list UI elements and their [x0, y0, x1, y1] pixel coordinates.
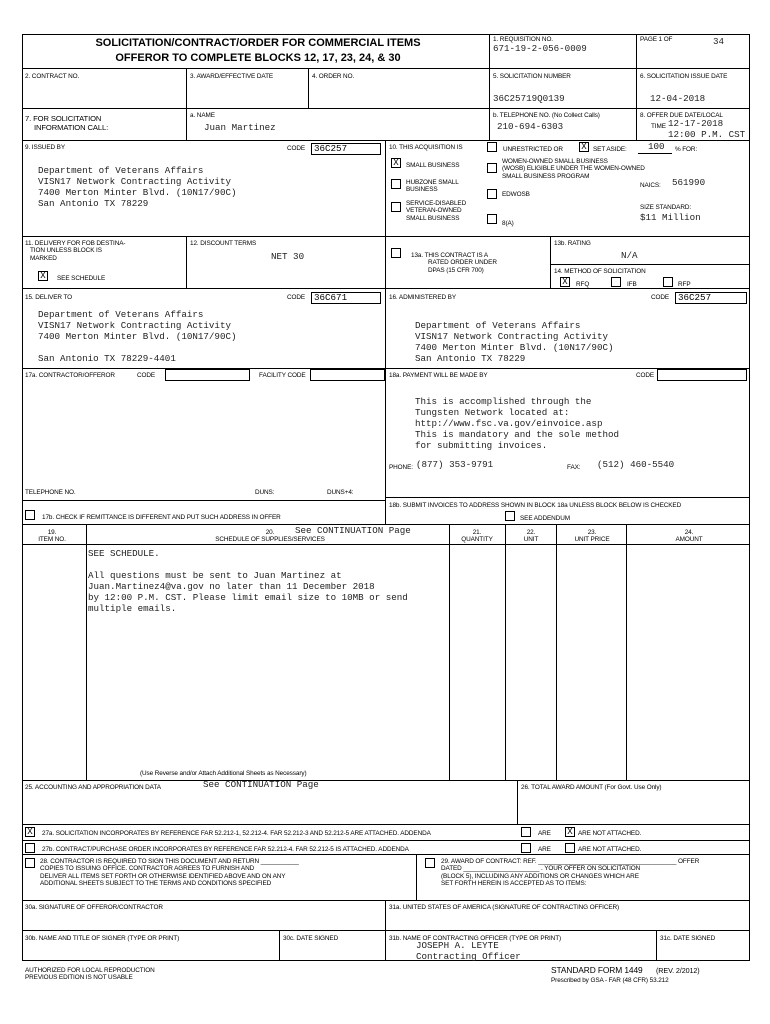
- col-supplies: 20. SCHEDULE OF SUPPLIES/SERVICES: [215, 529, 325, 544]
- contact-phone[interactable]: 210-694-6303: [497, 121, 564, 132]
- rfp-label: RFP: [678, 281, 691, 288]
- clause-29: 29. AWARD OF CONTRACT: REF. ________________________________________ OFFER DATED ______________________ . YOUR OFFER ON SOLICITATION (BLOCK 5), INCLUDING ANY ADDITIONS OR CHANGES WHICH ARE SET FORTH HEREIN IS ACCEPTED AS TO ITEMS:: [441, 858, 700, 888]
- duns-label: DUNS:: [255, 489, 275, 496]
- divider: [22, 500, 385, 501]
- remittance-checkbox[interactable]: [25, 510, 35, 520]
- edwosb-label: EDWOSB: [502, 191, 530, 198]
- administered-by-address: Department of Veterans Affairs VISN17 Network Contracting Activity 7400 Merton Minter Blvd. (10N17/90C) San Antonio TX 78229: [415, 320, 614, 364]
- divider: [86, 524, 87, 780]
- deliver-to-code[interactable]: 36C671: [311, 292, 381, 304]
- divider: [279, 930, 280, 961]
- rfq-label: RFQ: [576, 281, 590, 288]
- officer-name: JOSEPH A. LEYTE: [416, 940, 499, 951]
- sdvosb-checkbox[interactable]: [391, 202, 401, 212]
- divider: [22, 68, 750, 69]
- divider: [22, 840, 750, 841]
- payment-phone-label: PHONE:: [389, 464, 413, 471]
- hubzone-label: HUBZONE SMALL BUSINESS: [406, 179, 459, 194]
- small-business-checkbox[interactable]: X: [391, 158, 401, 168]
- payment-fax[interactable]: (512) 460-5540: [597, 459, 675, 470]
- divider: [22, 824, 750, 825]
- divider: [489, 108, 750, 109]
- divider: [489, 34, 490, 68]
- signer-30b-label: 30b. NAME AND TITLE OF SIGNER (TYPE OR PRINT): [25, 935, 180, 942]
- clause-27b-are: ARE: [538, 846, 551, 853]
- issued-by-code-label: CODE: [287, 145, 306, 152]
- contractor-code-field[interactable]: [165, 369, 250, 381]
- time-label: TIME: [651, 123, 666, 130]
- divider: [489, 68, 490, 140]
- accounting-value: See CONTINUATION Page: [203, 779, 319, 790]
- officer-31b-label: 31b. NAME OF CONTRACTING OFFICER (TYPE OR PRINT): [389, 935, 562, 942]
- addendum-label: SEE ADDENDUM: [520, 515, 570, 522]
- contractor-code-label: CODE: [137, 372, 156, 379]
- eight-a-label: 8(A): [502, 220, 514, 227]
- requisition-label: 1. REQUISITION NO.: [493, 36, 553, 43]
- edwosb-checkbox[interactable]: [487, 189, 497, 199]
- payment-instructions: This is accomplished through the Tungsten Network located at: http://www.fsc.va.gov/einvoice.asp This is mandatory and the sole method for submitting invoices.: [415, 396, 619, 451]
- form-title: [30, 36, 486, 66]
- set-aside-checkbox[interactable]: X: [579, 142, 589, 152]
- facility-code-field[interactable]: [310, 369, 385, 381]
- divider: [22, 288, 750, 289]
- divider: [22, 900, 750, 901]
- wosb-label: WOMEN-OWNED SMALL BUSINESS (WOSB) ELIGIBLE UNDER THE WOMEN-OWNED SMALL BUSINESS PROGRAM: [502, 158, 645, 180]
- rating-value[interactable]: N/A: [621, 250, 638, 261]
- requisition-value[interactable]: 671-19-2-056-0009: [493, 43, 587, 54]
- total-award-label: 26. TOTAL AWARD AMOUNT (For Govt. Use Only): [521, 784, 662, 791]
- administered-by-label: 16. ADMINISTERED BY: [389, 294, 456, 301]
- rated-order-checkbox[interactable]: [391, 248, 401, 258]
- col-quantity: 21. QUANTITY: [461, 529, 493, 544]
- telephone-label: TELEPHONE NO.: [25, 489, 76, 496]
- due-date-label: 8. OFFER DUE DATE/LOCAL: [640, 112, 723, 119]
- divider: [186, 236, 187, 288]
- issued-by-code[interactable]: 36C257: [311, 143, 381, 155]
- col-unit: 22. UNIT: [523, 529, 539, 544]
- issue-date-label: 6. SOLICITATION ISSUE DATE: [640, 73, 728, 80]
- naics-label: NAICS:: [640, 182, 661, 189]
- divider: [385, 368, 386, 524]
- divider: [22, 854, 750, 855]
- solicitation-no-label: 5. SOLICITATION NUMBER: [493, 73, 571, 80]
- schedule-body: SEE SCHEDULE. All questions must be sent to Juan Martinez at Juan.Martinez4@va.gov no later than 11 December 2018 by 12:00 P.M. CST. Please limit email size to 10MB or send multiple emails.: [88, 548, 408, 614]
- clause-27a-are-checkbox[interactable]: [521, 827, 531, 837]
- form-number: STANDARD FORM 1449: [551, 965, 643, 975]
- payment-label: 18a. PAYMENT WILL BE MADE BY: [389, 372, 488, 379]
- divider: [505, 524, 506, 780]
- schedule-continuation-note: See CONTINUATION Page: [295, 525, 411, 536]
- fob-label: 11. DELIVERY FOR FOB DESTINA- TION UNLESS BLOCK IS MARKED: [25, 240, 126, 262]
- divider: [517, 780, 518, 824]
- ifb-label: IFB: [627, 281, 637, 288]
- divider: [550, 236, 551, 288]
- size-standard-label: SIZE STANDARD:: [640, 204, 692, 211]
- divider: [22, 368, 750, 369]
- form-prescribed: Prescribed by GSA - FAR (48 CFR) 53.212: [551, 977, 669, 984]
- award-date-label: 3. AWARD/EFFECTIVE DATE: [190, 73, 274, 80]
- accounting-label: 25. ACCOUNTING AND APPROPRIATION DATA: [25, 784, 161, 791]
- unrestricted-checkbox[interactable]: [487, 142, 497, 152]
- discount-terms-label: 12. DISCOUNT TERMS: [190, 240, 257, 247]
- divider: [186, 68, 187, 108]
- payment-fax-label: FAX:: [567, 464, 581, 471]
- clause-27a-are-not-checkbox[interactable]: X: [565, 827, 575, 837]
- acquisition-label: 10. THIS ACQUISITION IS: [389, 144, 463, 151]
- divider: [385, 497, 750, 498]
- footer-authorization: AUTHORIZED FOR LOCAL REPRODUCTION PREVIOUS EDITION IS NOT USABLE: [25, 967, 155, 982]
- remittance-label: 17b. CHECK IF REMITTANCE IS DIFFERENT AND PUT SUCH ADDRESS IN OFFER: [42, 514, 281, 521]
- divider: [636, 34, 637, 68]
- see-schedule-checkbox[interactable]: X: [38, 271, 48, 281]
- name-label: a. NAME: [190, 112, 215, 119]
- form-title-line1: SOLICITATION/CONTRACT/ORDER FOR COMMERCIAL ITEMS: [95, 37, 421, 49]
- col-amount: 24. AMOUNT: [675, 529, 703, 544]
- administered-by-code[interactable]: 36C257: [675, 292, 747, 304]
- divider: [22, 780, 750, 781]
- unrestricted-label: UNRESTRICTED OR: [503, 146, 563, 153]
- page-total: 34: [713, 36, 725, 47]
- facility-code-label: FACILITY CODE: [259, 372, 306, 379]
- naics-value[interactable]: 561990: [672, 177, 706, 188]
- solicitation-no-value[interactable]: 36C25719Q0139: [493, 93, 565, 104]
- clause-28-checkbox[interactable]: [25, 858, 35, 868]
- form-title-line2: OFFEROR TO COMPLETE BLOCKS 12, 17, 23, 24, & 30: [115, 51, 401, 64]
- see-schedule-label: SEE SCHEDULE: [57, 275, 106, 282]
- clause-29-checkbox[interactable]: [425, 858, 435, 868]
- reverse-note: (Use Reverse and/or Attach Additional Sheets as Necessary): [140, 770, 307, 777]
- divider: [385, 288, 386, 368]
- sdvosb-label: SERVICE-DISABLED VETERAN-OWNED SMALL BUSINESS: [406, 200, 467, 222]
- clause-28: 28. CONTRACTOR IS REQUIRED TO SIGN THIS DOCUMENT AND RETURN ___________ COPIES TO ISSUING OFFICE. CONTRACTOR AGREES TO FURNISH AND DELIVER ALL ITEMS SET FORTH OR OTHERWISE IDENTIFIED ABOVE AND ON ANY ADDITIONAL SHEETS SUBJECT TO THE TERMS AND CONDITIONS SPECIFIED: [40, 858, 299, 888]
- discount-terms-value[interactable]: NET 30: [271, 251, 305, 262]
- divider: [186, 108, 187, 140]
- percent-underline: [638, 153, 672, 154]
- eight-a-checkbox[interactable]: [487, 214, 497, 224]
- divider: [22, 140, 750, 141]
- clause-27a-are: ARE: [538, 830, 551, 837]
- divider: [22, 544, 750, 545]
- due-date-value[interactable]: 12-17-2018: [668, 118, 724, 129]
- order-no-label: 4. ORDER NO.: [312, 73, 355, 80]
- issued-by-address: Department of Veterans Affairs VISN17 Network Contracting Activity 7400 Merton Minter Blvd. (10N17/90C) San Antonio TX 78229: [38, 165, 237, 209]
- size-standard-value[interactable]: $11 Million: [640, 212, 701, 223]
- officer-title: Contracting Officer: [416, 951, 521, 962]
- rfp-checkbox[interactable]: [663, 277, 673, 287]
- clause-27b-are-not: ARE NOT ATTACHED.: [578, 846, 642, 853]
- signature-30a-label: 30a. SIGNATURE OF OFFEROR/CONTRACTOR: [25, 904, 163, 911]
- method-label: 14. METHOD OF SOLICITATION: [554, 268, 646, 275]
- signature-31a-label: 31a. UNITED STATES OF AMERICA (SIGNATURE OF CONTRACTING OFFICER): [389, 904, 620, 911]
- form-revision: (REV. 2/2012): [656, 966, 700, 975]
- percent-value[interactable]: 100: [648, 141, 665, 152]
- page-label: PAGE 1 OF: [640, 36, 673, 43]
- divider: [626, 524, 627, 780]
- divider: [550, 264, 750, 265]
- divider: [556, 524, 557, 780]
- due-time-value[interactable]: 12:00 P.M. CST: [668, 129, 746, 140]
- rfq-checkbox[interactable]: X: [560, 277, 570, 287]
- issued-by-label: 9. ISSUED BY: [25, 144, 65, 151]
- small-business-label: SMALL BUSINESS: [406, 162, 460, 169]
- divider: [22, 236, 750, 237]
- divider: [656, 930, 657, 961]
- rated-order-label: 13a. THIS CONTRACT IS A RATED ORDER UNDER DPAS (15 CFR 700): [411, 252, 497, 274]
- divider: [636, 68, 637, 140]
- submit-invoices-label: 18b. SUBMIT INVOICES TO ADDRESS SHOWN IN BLOCK 18a UNLESS BLOCK BELOW IS CHECKED: [389, 502, 682, 509]
- clause-27b-checkbox[interactable]: [25, 843, 35, 853]
- wosb-checkbox[interactable]: [487, 163, 497, 173]
- divider: [416, 854, 417, 900]
- divider: [449, 524, 450, 780]
- payment-code-field[interactable]: [657, 369, 747, 381]
- rating-label: 13b. RATING: [554, 240, 591, 247]
- divider: [385, 236, 386, 288]
- addendum-checkbox[interactable]: [505, 511, 515, 521]
- payment-code-label: CODE: [636, 372, 655, 379]
- clause-27a-checkbox[interactable]: X: [25, 827, 35, 837]
- divider: [385, 140, 386, 236]
- payment-phone[interactable]: (877) 353-9791: [416, 459, 494, 470]
- contact-name[interactable]: Juan Martinez: [204, 122, 276, 133]
- set-aside-label: SET ASIDE:: [593, 146, 627, 153]
- clause-27b-are-not-checkbox[interactable]: [565, 843, 575, 853]
- clause-27b-are-checkbox[interactable]: [521, 843, 531, 853]
- deliver-to-address: Department of Veterans Affairs VISN17 Network Contracting Activity 7400 Merton Minter Blvd. (10N17/90C) San Antonio TX 78229-4401: [38, 309, 237, 364]
- divider: [308, 68, 309, 108]
- contractor-label: 17a. CONTRACTOR/OFFEROR: [25, 372, 115, 379]
- clause-27a-are-not: ARE NOT ATTACHED.: [578, 830, 642, 837]
- deliver-to-label: 15. DELIVER TO: [25, 294, 73, 301]
- date-31c-label: 31c. DATE SIGNED: [660, 935, 716, 942]
- info-call-label: 7. FOR SOLICITATION INFORMATION CALL:: [25, 114, 109, 132]
- issue-date-value[interactable]: 12-04-2018: [650, 93, 706, 104]
- duns4-label: DUNS+4:: [327, 489, 354, 496]
- col-unit-price: 23. UNIT PRICE: [574, 529, 610, 544]
- hubzone-checkbox[interactable]: [391, 179, 401, 189]
- phone-label: b. TELEPHONE NO. (No Collect Calls): [493, 112, 600, 119]
- ifb-checkbox[interactable]: [611, 277, 621, 287]
- administered-by-code-label: CODE: [651, 294, 670, 301]
- deliver-to-code-label: CODE: [287, 294, 306, 301]
- percent-for-label: % FOR:: [675, 146, 698, 153]
- divider: [22, 930, 750, 931]
- col-item-no: 19. ITEM NO.: [38, 529, 66, 544]
- clause-27b: 27b. CONTRACT/PURCHASE ORDER INCORPORATES BY REFERENCE FAR 52.212-4. FAR 52.212-5 IS ATTACHED. ADDENDA: [42, 846, 409, 853]
- clause-27a: 27a. SOLICITATION INCORPORATES BY REFERENCE FAR 52.212-1, 52.212-4. FAR 52.212-3 AND 52.212-5 ARE ATTACHED. ADDENDA: [42, 830, 431, 837]
- date-30c-label: 30c. DATE SIGNED: [283, 935, 339, 942]
- divider: [22, 108, 489, 109]
- contract-no-label: 2. CONTRACT NO.: [25, 73, 80, 80]
